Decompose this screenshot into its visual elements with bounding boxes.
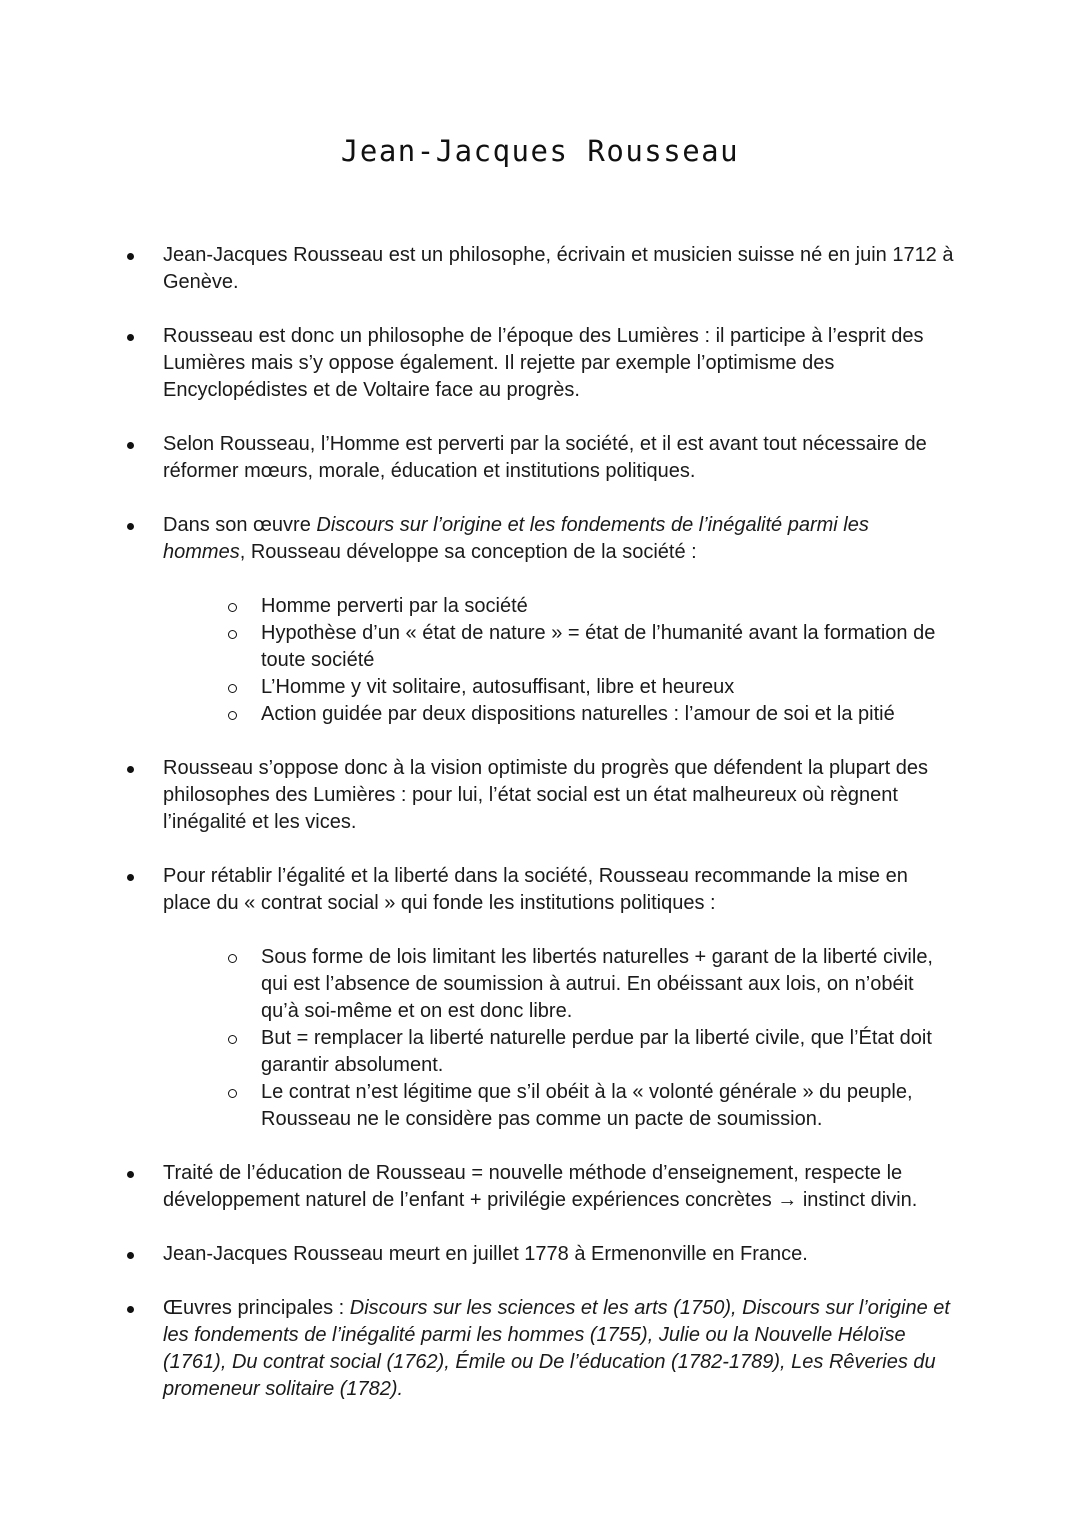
bullet-text-post: , Rousseau développe sa conception de la société : [239,541,697,563]
bullet-text: Jean-Jacques Rousseau est un philosophe, écrivain et musicien suisse né en juin 1712 à Genève. [163,244,954,293]
bullet-discours [0,512,1080,728]
sub-item: Homme perverti par la société [261,593,955,620]
bullet-text: Rousseau est donc un philosophe de l’époque des Lumières : il participe à l’esprit des Lumières mais s’y oppose également. Il rejette par exemple l’optimisme des Encyclopédistes et de Voltaire face au progrès. [163,325,924,401]
bullet-text: Traité de l’éducation de Rousseau = nouvelle méthode d’enseignement, respecte le développement naturel de l’enfant + privilégie expériences concrètes → instinct divin. [163,1162,918,1211]
bullet-homme-perverti [0,431,1080,485]
sub-list [163,944,955,1133]
sub-item: Action guidée par deux dispositions naturelles : l’amour de soi et la pitié [261,701,955,728]
work-title: Du contrat social (1762), [231,1351,456,1373]
sub-item: Le contrat n’est légitime que s’il obéit à la « volonté générale » du peuple, Rousseau ne le considère pas comme un pacte de soumission. [261,1079,955,1133]
bullet-text: Pour rétablir l’égalité et la liberté dans la société, Rousseau recommande la mise en place du « contrat social » qui fonde les institutions politiques : [163,865,908,914]
bullet-death [0,1241,1080,1268]
bullet-text-pre: Dans son œuvre [163,514,317,536]
bullet-lumieres [0,323,1080,404]
work-title: Les Rêveries du promeneur solitaire (1782). [163,1351,936,1400]
bullet-birth [0,242,1080,296]
work-title: Émile ou De l’éducation (1782-1789), [455,1351,792,1373]
bullet-contrat-social [0,863,1080,1133]
bullet-text: Selon Rousseau, l’Homme est perverti par la société, et il est avant tout nécessaire de réformer mœurs, morale, éducation et institutions politiques. [163,433,927,482]
sub-item: Hypothèse d’un « état de nature » = état de l’humanité avant la formation de toute société [261,620,955,674]
bullet-oeuvres [0,1295,1080,1403]
work-title: Discours sur l’origine et les fondements de l’inégalité parmi les hommes [163,514,869,563]
sub-item: But = remplacer la liberté naturelle perdue par la liberté civile, que l’État doit garantir absolument. [261,1025,955,1079]
bullet-progres [0,755,1080,836]
bullet-text: Jean-Jacques Rousseau meurt en juillet 1778 à Ermenonville en France. [163,1243,808,1265]
work-title: Discours sur les sciences et les arts (1750), [349,1297,743,1319]
sub-item: Sous forme de lois limitant les libertés naturelles + garant de la liberté civile, qui est l’absence de soumission à autrui. En obéissant aux lois, on n’obéit qu’à soi-même et on est donc libre. [261,944,955,1025]
bullet-education [0,1160,1080,1214]
bullet-text: Rousseau s’oppose donc à la vision optimiste du progrès que défendent la plupart des philosophes des Lumières : pour lui, l’état social est un état malheureux où règnent l’inégalité et les vices. [163,757,928,833]
page-title: Jean-Jacques Rousseau [340,134,740,168]
content [0,242,1080,1430]
work-title: Julie ou la Nouvelle Héloïse (1761), [163,1324,906,1373]
bullet-text-pre: Œuvres principales : [163,1297,350,1319]
work-title: Discours sur l’origine et les fondements de l’inégalité parmi les hommes (1755), [163,1297,950,1346]
sub-item: L’Homme y vit solitaire, autosuffisant, libre et heureux [261,674,955,701]
sub-list [163,593,955,728]
